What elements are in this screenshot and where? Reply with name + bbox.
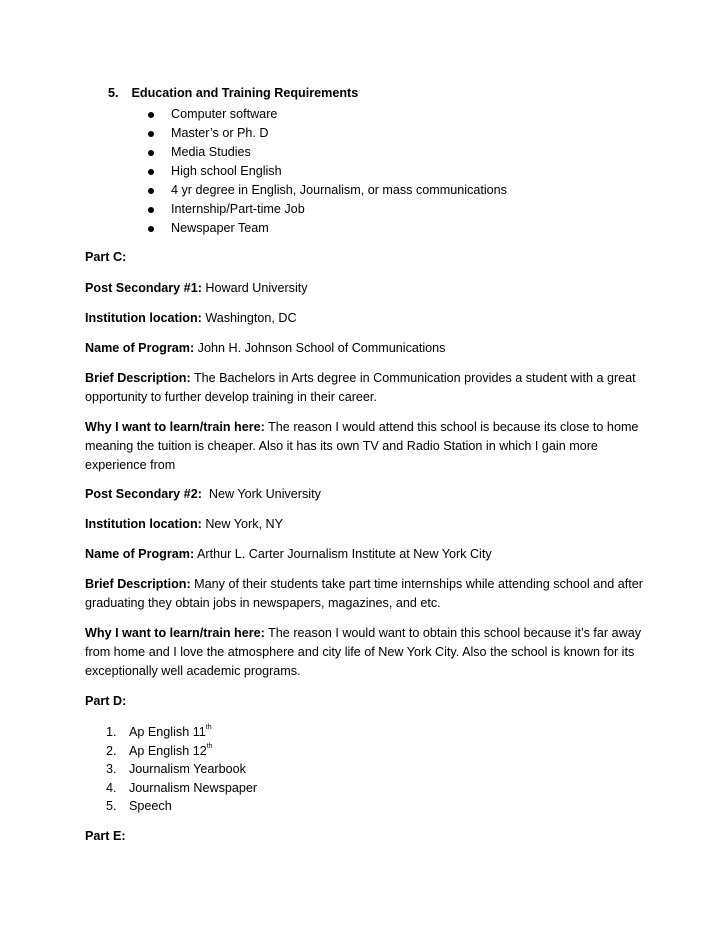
bullet-icon [148, 112, 154, 118]
list-item: 5. Speech [106, 799, 172, 813]
list-item: 4 yr degree in English, Journalism, or mass communications [148, 181, 507, 200]
list-item: 1. Ap English 11th [106, 724, 212, 739]
part-c-heading: Part C: [85, 250, 127, 264]
list-item: 4. Journalism Newspaper [106, 780, 258, 795]
school-2-location: Institution location: New York, NY [85, 517, 284, 531]
list-item: High school English [148, 162, 507, 181]
list-item: Newspaper Team [148, 219, 507, 238]
section-5-header [108, 86, 358, 100]
part-e-heading: Part E: [85, 829, 126, 843]
requirements-list [148, 105, 507, 238]
school-2-program: Name of Program: Arthur L. Carter Journalism Institute at New York City [85, 547, 492, 561]
school-2-description: Brief Description: Many of their students take part time internships while attending school and after graduating they obtain jobs in newspapers, magazines, and etc. [85, 577, 643, 610]
list-item: Internship/Part-time Job [148, 200, 507, 219]
list-item: 2. Ap English 12th [106, 742, 213, 758]
school-2-name: Post Secondary #2: New York University [85, 487, 321, 501]
courses-list [106, 723, 257, 816]
bullet-icon [148, 131, 154, 137]
school-2-why: Why I want to learn/train here: The reason I would want to obtain this school because it’s far away from home and I love the atmosphere and city life of New York City. Also the school is known for its exceptionally well academic programs. [85, 626, 642, 678]
list-item: Media Studies [148, 143, 507, 162]
list-item: Master’s or Ph. D [148, 124, 507, 143]
bullet-icon [148, 226, 154, 232]
school-1-name: Post Secondary #1: Howard University [85, 281, 308, 295]
section-title: Education and Training Requirements [131, 86, 359, 100]
school-1-program: Name of Program: John H. Johnson School of Communications [85, 341, 446, 355]
school-1-why: Why I want to learn/train here: The reason I would attend this school is because its close to home meaning the tuition is cheaper. Also it has its own TV and Radio Station in which I gain more experience from [85, 420, 639, 472]
school-1-description: Brief Description: The Bachelors in Arts degree in Communication provides a student with a great opportunity to further develop training in their career. [85, 371, 636, 404]
section-number: 5. [108, 86, 119, 100]
bullet-icon [148, 207, 154, 213]
list-item: Computer software [148, 105, 507, 124]
bullet-icon [148, 169, 154, 175]
part-d-heading: Part D: [85, 694, 127, 708]
bullet-icon [148, 188, 154, 194]
school-1-location: Institution location: Washington, DC [85, 311, 297, 325]
list-item: 3. Journalism Yearbook [106, 762, 246, 776]
bullet-icon [148, 150, 154, 156]
